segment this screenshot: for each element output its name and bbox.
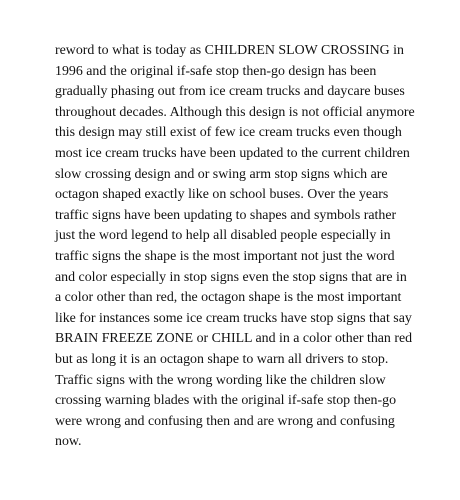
text-line: but as long it is an octagon shape to warn all drivers to stop. [55, 351, 389, 367]
text-line: BRAIN FREEZE ZONE or CHILL and in a color other than red [55, 331, 413, 347]
text-line: gradually phasing out from ice cream trucks and daycare buses [55, 84, 405, 100]
text-line: like for instances some ice cream trucks have stop signs that say [55, 310, 412, 326]
text-line: most ice cream trucks have been updated to the current children [55, 145, 410, 161]
text-line: just the word legend to help all disabled people especially in [55, 228, 391, 244]
text-line: reword to what is today as CHILDREN SLOW CROSSING in [55, 43, 404, 58]
text-line: 1996 and the original if-safe stop then-go design has been [55, 63, 377, 79]
text-line: and color especially in stop signs even the stop signs that are in [55, 269, 407, 285]
text-line: were wrong and confusing then and are wrong and confusing [55, 413, 395, 429]
text-line: crossing warning blades with the original if-safe stop then-go [55, 393, 397, 409]
text-line: slow crossing design and or swing arm stop signs which are [55, 166, 388, 182]
text-line: a color other than red, the octagon shape is the most important [55, 290, 402, 306]
text-line: throughout decades. Although this design is not official anymore [55, 104, 415, 120]
text-line: traffic signs the shape is the most important not just the word [55, 248, 395, 264]
text-line: now. [55, 434, 82, 450]
text-line: traffic signs have been updating to shapes and symbols rather [55, 207, 397, 223]
text-line: Traffic signs with the wrong wording like the children slow [55, 372, 386, 388]
text-line: this design may still exist of few ice cream trucks even though [55, 125, 402, 141]
text-line: octagon shaped exactly like on school buses. Over the years [55, 187, 389, 203]
body-paragraph [55, 41, 435, 453]
